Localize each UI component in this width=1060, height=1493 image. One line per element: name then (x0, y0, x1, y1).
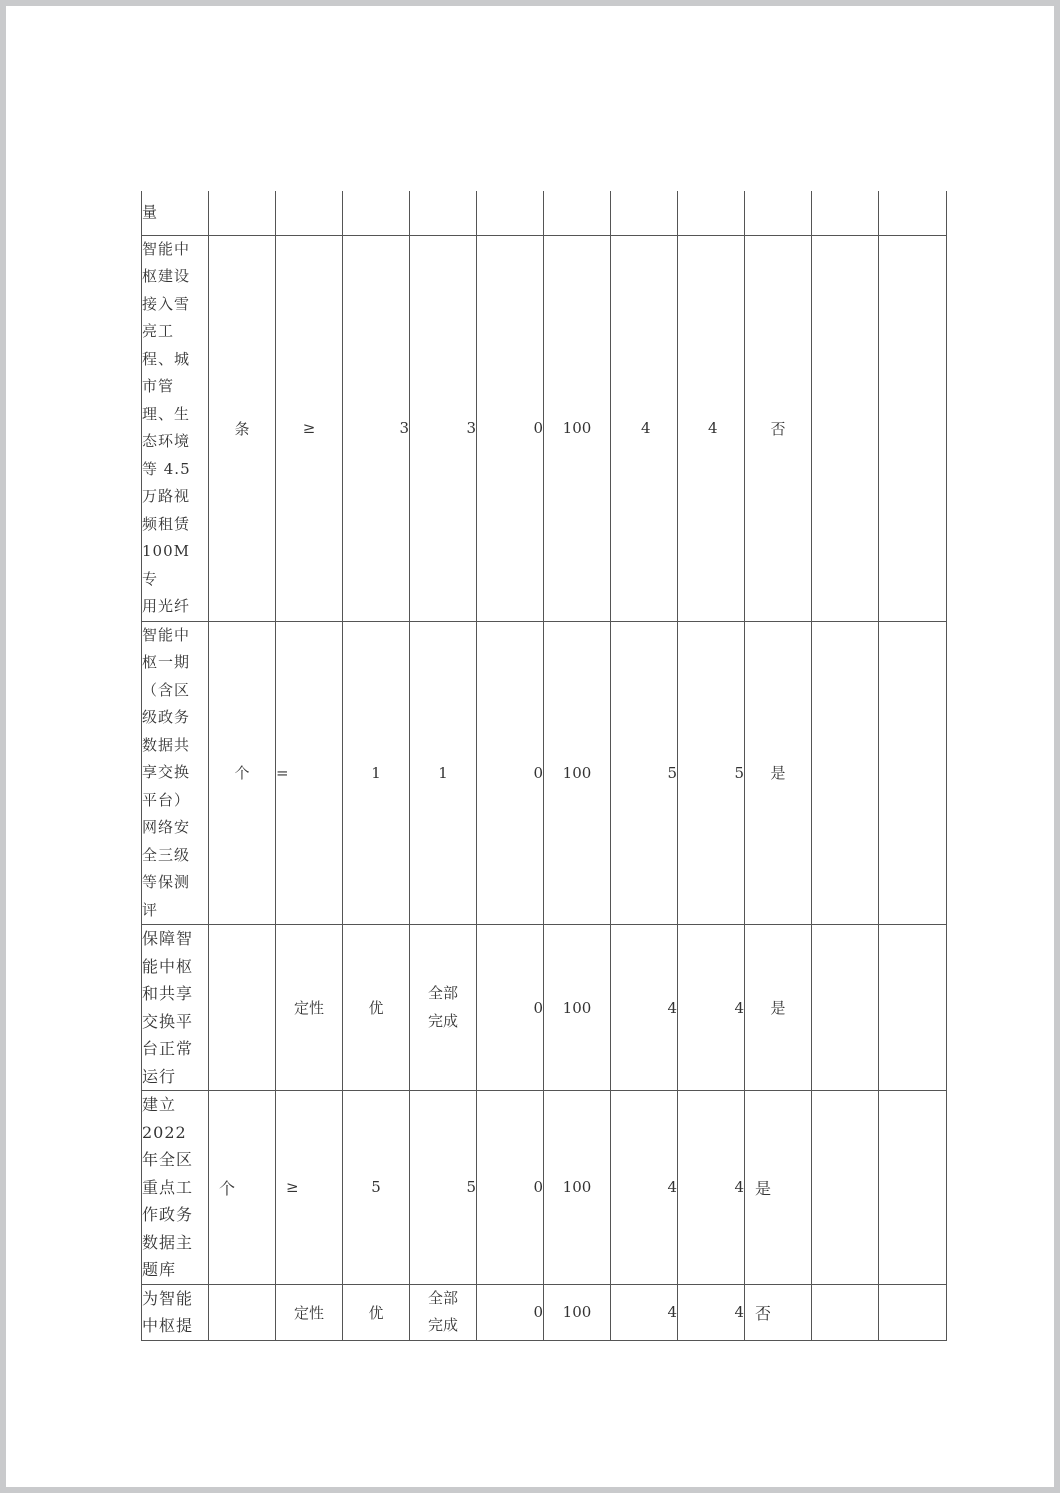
weight-cell (611, 191, 678, 235)
score-cell: 5 (678, 621, 745, 925)
indicator-name-cell: 量 (142, 191, 209, 235)
rate-cell: 100 (544, 925, 611, 1091)
weight-cell: 4 (611, 925, 678, 1091)
indicator-name-cell: 建立 2022 年全区 重点工 作政务 数据主 题库 (142, 1091, 209, 1285)
flag-cell: 否 (745, 1284, 812, 1340)
rate-cell: 100 (544, 235, 611, 621)
deviation-cell: 0 (477, 1091, 544, 1285)
unit-cell (209, 925, 276, 1091)
deviation-cell: 0 (477, 1284, 544, 1340)
score-cell (678, 191, 745, 235)
operator-cell: 定性 (276, 925, 343, 1091)
unit-cell: 个 (209, 1091, 276, 1285)
table-row (142, 235, 947, 621)
rate-cell: 100 (544, 621, 611, 925)
target-cell: 1 (343, 621, 410, 925)
target-cell: 3 (343, 235, 410, 621)
unit-cell (209, 1284, 276, 1340)
flag-cell: 是 (745, 1091, 812, 1285)
note-cell (879, 1091, 947, 1285)
note-cell (812, 235, 879, 621)
score-cell: 4 (678, 1284, 745, 1340)
operator-cell: 定性 (276, 1284, 343, 1340)
indicator-name-cell: 智能中 枢一期 （含区 级政务 数据共 享交换 平台） 网络安 全三级 等保测 评 (142, 621, 209, 925)
target-cell (343, 191, 410, 235)
indicator-name-cell: 为智能 中枢提 (142, 1284, 209, 1340)
note-cell (812, 1284, 879, 1340)
actual-cell: 全部 完成 (410, 1284, 477, 1340)
flag-cell: 否 (745, 235, 812, 621)
deviation-cell (477, 191, 544, 235)
operator-cell (276, 191, 343, 235)
document-page (6, 6, 1054, 1487)
note-cell (812, 191, 879, 235)
table-row (142, 621, 947, 925)
unit-cell: 条 (209, 235, 276, 621)
rate-cell: 100 (544, 1091, 611, 1285)
score-cell: 4 (678, 925, 745, 1091)
note-cell (879, 235, 947, 621)
actual-cell: 全部 完成 (410, 925, 477, 1091)
table-row (142, 1091, 947, 1285)
flag-cell: 是 (745, 621, 812, 925)
table-row (142, 1284, 947, 1340)
note-cell (812, 621, 879, 925)
indicator-name-cell: 智能中 枢建设 接入雪 亮工 程、城 市管 理、生 态环境 等 4.5 万路视 频租赁 100M 专 用光纤 (142, 235, 209, 621)
actual-cell: 5 (410, 1091, 477, 1285)
weight-cell: 4 (611, 235, 678, 621)
note-cell (812, 1091, 879, 1285)
indicator-name-cell: 保障智 能中枢 和共享 交换平 台正常 运行 (142, 925, 209, 1091)
rate-cell (544, 191, 611, 235)
unit-cell (209, 191, 276, 235)
score-cell: 4 (678, 235, 745, 621)
performance-indicator-table (141, 191, 947, 1341)
weight-cell: 4 (611, 1284, 678, 1340)
operator-cell: ≥ (276, 235, 343, 621)
target-cell: 优 (343, 925, 410, 1091)
actual-cell: 1 (410, 621, 477, 925)
deviation-cell: 0 (477, 621, 544, 925)
rate-cell: 100 (544, 1284, 611, 1340)
actual-cell (410, 191, 477, 235)
weight-cell: 5 (611, 621, 678, 925)
flag-cell: 是 (745, 925, 812, 1091)
operator-cell: ≥ (276, 1091, 343, 1285)
deviation-cell: 0 (477, 925, 544, 1091)
note-cell (879, 621, 947, 925)
flag-cell (745, 191, 812, 235)
weight-cell: 4 (611, 1091, 678, 1285)
table-row (142, 925, 947, 1091)
note-cell (812, 925, 879, 1091)
target-cell: 优 (343, 1284, 410, 1340)
actual-cell: 3 (410, 235, 477, 621)
score-cell: 4 (678, 1091, 745, 1285)
operator-cell: = (276, 621, 343, 925)
note-cell (879, 925, 947, 1091)
unit-cell: 个 (209, 621, 276, 925)
target-cell: 5 (343, 1091, 410, 1285)
deviation-cell: 0 (477, 235, 544, 621)
note-cell (879, 191, 947, 235)
table-row (142, 191, 947, 235)
note-cell (879, 1284, 947, 1340)
